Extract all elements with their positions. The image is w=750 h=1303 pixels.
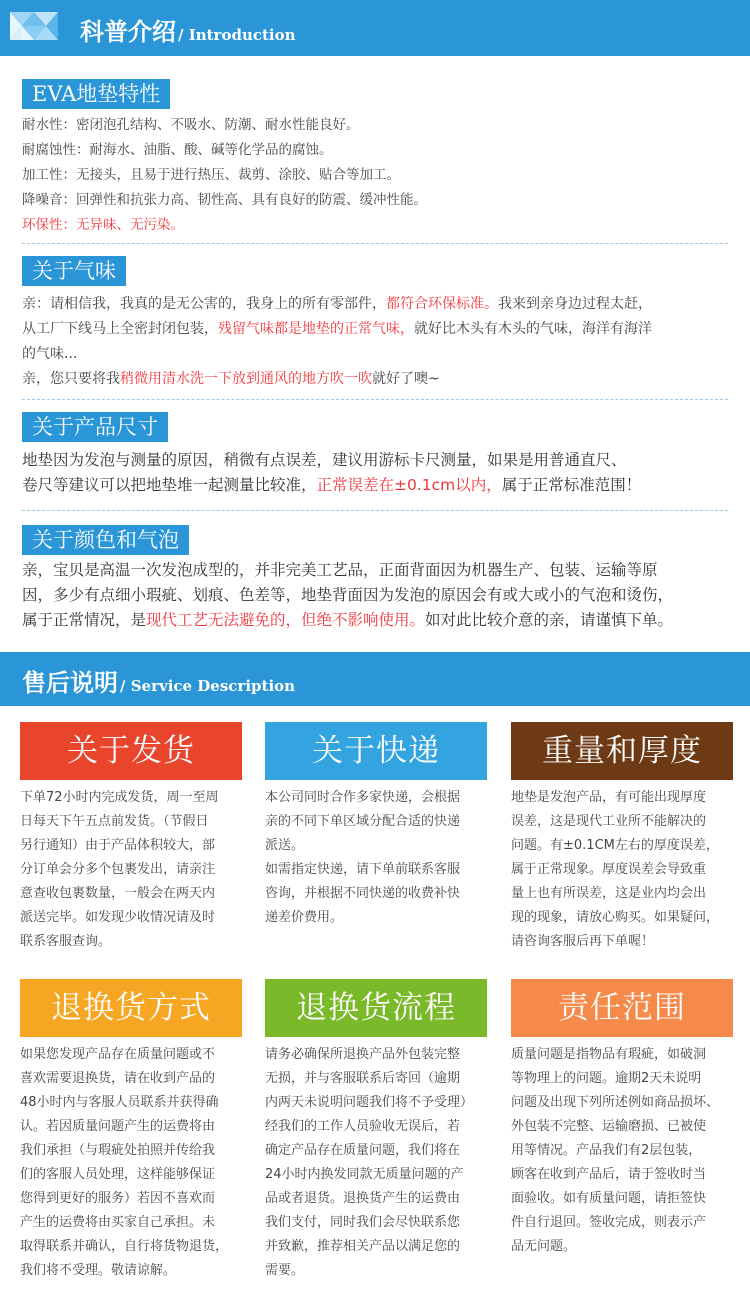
card-line: 咨询，并根据不同快递的收费补快: [265, 886, 461, 901]
card-return-process-body: [265, 1043, 491, 1283]
body-text: 我来到亲身边过程太赶，: [498, 296, 652, 312]
body-text: 因，多少有点细小瑕疵、划痕、色差等，地垫背面因为发泡的原因会有或大或小的气泡和烫伤，: [22, 586, 674, 604]
card-line: 喜欢需要退换货，请在收到产品的: [20, 1071, 216, 1086]
card-line: 件自行退回。签收完成，则表示产: [511, 1215, 707, 1230]
body-text: 加工性：无接头，且易于进行热压、裁剪、涂胶、贴合等加工。: [22, 167, 400, 183]
text-line: [22, 367, 736, 392]
body-text: 地垫因为发泡与测量的原因，稍微有点误差，建议用游标卡尺测量，如果是用普通直尺、: [22, 451, 627, 469]
card-line: 们的客服人员处理，这样能够保证: [20, 1167, 216, 1182]
card-liability-body: [511, 1043, 737, 1259]
body-text: 属于正常标准范围！: [501, 476, 642, 494]
card-line: 派送。: [265, 838, 305, 853]
card-line: 另行通知）由于产品体积较大，部: [20, 838, 216, 853]
card-line: 48小时内与客服人员联系并获得确: [20, 1095, 219, 1110]
card-line: 误差，这是现代工业所不能解决的: [511, 814, 707, 829]
highlight-text: 都符合环保标准。: [386, 296, 498, 312]
card-line: 需要。: [265, 1263, 305, 1278]
text-line: [22, 188, 736, 213]
card-line: 属于正常现象。厚度误差会导致重: [511, 862, 707, 877]
card-line: 确定产品存在质量问题，我们将在: [265, 1143, 461, 1158]
text-line: [22, 448, 736, 473]
divider: [22, 510, 728, 511]
body-text: 亲，宝贝是高温一次发泡成型的，并非完美工艺品，正面背面因为机器生产、包装、运输等原: [22, 561, 658, 579]
highlight-text: 残留气味都是地垫的正常气味，: [218, 321, 414, 337]
intro-title: 科普介绍 / Introduction: [80, 17, 296, 46]
text-line: [22, 138, 736, 163]
card-line: 如果您发现产品存在质量问题或不: [20, 1047, 216, 1062]
card-line: 下单72小时内完成发货，周一至周: [20, 790, 219, 805]
card-return-method-header: 退换货方式: [20, 979, 242, 1037]
text-line: [22, 473, 736, 498]
text-line: [22, 608, 736, 633]
card-line: 日每天下午五点前发货。（节假日: [20, 814, 209, 829]
body-text: 如对此比较介意的亲，请谨慎下单。: [425, 611, 674, 629]
highlight-text: 正常误差在±0.1cm以内，: [316, 476, 502, 494]
card-shipping-header: 关于发货: [20, 722, 242, 780]
card-line: 面验收。如有质量问题，请拒签快: [511, 1191, 707, 1206]
highlight-text: 稍微用清水洗一下放到通风的地方吹一吹: [120, 371, 372, 387]
card-line: 量上也有所误差，这是业内均会出: [511, 886, 707, 901]
card-line: 问题及出现下列所述例如商品损坏、: [511, 1095, 720, 1110]
card-line: 认。若因质量问题产生的运费将由: [20, 1119, 216, 1134]
card-line: 内两天未说明问题我们将不予受理）: [265, 1095, 474, 1110]
text-line: [22, 317, 736, 342]
card-line: 问题。有±0.1CM左右的厚度误差，: [511, 838, 719, 853]
body-text: 亲：请相信我，我真的是无公害的，我身上的所有零部件，: [22, 296, 386, 312]
highlight-text: 环保性：无异味、无污染。: [22, 217, 184, 233]
divider: [22, 399, 728, 400]
card-line: 请咨询客服后再下单喔！: [511, 934, 655, 949]
triangle-logo-icon: [8, 4, 60, 50]
card-courier-body: [265, 786, 491, 930]
body-text: 的气味...: [22, 346, 78, 362]
card-line: 请务必确保所退换产品外包装完整: [265, 1047, 461, 1062]
card-line: 地垫是发泡产品，有可能出现厚度: [511, 790, 707, 805]
card-line: 派送完毕。如发现少收情况请及时: [20, 910, 216, 925]
card-line: 我们支付，同时我们会尽快联系您: [265, 1215, 461, 1230]
card-line: 顾客在收到产品后，请于签收时当: [511, 1167, 707, 1182]
card-line: 并致歉，推荐相关产品以满足您的: [265, 1239, 461, 1254]
card-line: 意查收包裹数量，一般会在两天内: [20, 886, 216, 901]
card-line: 递差价费用。: [265, 910, 344, 925]
divider: [22, 243, 728, 244]
card-line: 品或者退货。退换货产生的运费由: [265, 1191, 461, 1206]
card-line: 如需指定快递，请下单前联系客服: [265, 862, 461, 877]
body-text: 从工厂下线马上全密封闭包装，: [22, 321, 218, 337]
text-line: [22, 113, 736, 138]
card-line: 联系客服查询。: [20, 934, 112, 949]
card-line: 24小时内换发同款无质量问题的产: [265, 1167, 464, 1182]
text-line: [22, 558, 736, 583]
card-courier-header: 关于快递: [265, 722, 487, 780]
card-line: 等物理上的问题。逾期2天未说明: [511, 1071, 702, 1086]
body-text: 降噪音：回弹性和抗张力高、韧性高、具有良好的防震、缓冲性能。: [22, 192, 427, 208]
card-shipping-body: [20, 786, 246, 954]
card-line: 现的现象，请放心购买。如果疑问，: [511, 910, 720, 925]
card-line: 质量问题是指物品有瑕疵，如破洞: [511, 1047, 707, 1062]
service-banner: [0, 652, 750, 706]
section-body-eva: [22, 113, 736, 238]
card-weight-body: [511, 786, 737, 954]
section-heading-color: 关于颜色和气泡: [22, 525, 189, 555]
text-line: [22, 163, 736, 188]
card-line: 分订单会分多个包裹发出，请亲注: [20, 862, 216, 877]
section-heading-odor: 关于气味: [22, 256, 126, 286]
body-text: 耐腐蚀性：耐海水、油脂、酸、碱等化学品的腐蚀。: [22, 142, 333, 158]
card-line: 用等情况。产品我们有2层包装，: [511, 1143, 702, 1158]
body-text: 亲，您只要将我: [22, 371, 120, 387]
card-return-method-body: [20, 1043, 246, 1283]
card-line: 我们将不受理。敬请谅解。: [20, 1263, 177, 1278]
text-line: [22, 213, 736, 238]
card-line: 产生的运费将由买家自己承担。未: [20, 1215, 216, 1230]
body-text: 耐水性：密闭泡孔结构、不吸水、防潮、耐水性能良好。: [22, 117, 360, 133]
section-body-size: [22, 448, 736, 498]
text-line: [22, 583, 736, 608]
card-line: 取得联系并确认，自行将货物退货，: [20, 1239, 229, 1254]
section-heading-size: 关于产品尺寸: [22, 412, 168, 442]
card-liability-header: 责任范围: [511, 979, 733, 1037]
card-line: 品无问题。: [511, 1239, 577, 1254]
highlight-text: 现代工艺无法避免的，但绝不影响使用。: [146, 611, 426, 629]
card-line: 亲的不同下单区域分配合适的快递: [265, 814, 461, 829]
intro-banner: [0, 0, 750, 56]
body-text: 就好比木头有木头的气味，海洋有海洋: [414, 321, 652, 337]
card-line: 无损，并与客服联系后寄回（逾期: [265, 1071, 461, 1086]
card-line: 我们承担（与瑕疵处拍照并传给我: [20, 1143, 216, 1158]
text-line: [22, 292, 736, 317]
card-return-process-header: 退换货流程: [265, 979, 487, 1037]
card-weight-header: 重量和厚度: [511, 722, 733, 780]
section-body-odor: [22, 292, 736, 392]
body-text: 属于正常情况，是: [22, 611, 147, 629]
body-text: 就好了噢~: [372, 371, 440, 387]
service-title: 售后说明 / Service Description: [22, 668, 296, 697]
body-text: 卷尺等建议可以把地垫堆一起测量比较准，: [22, 476, 317, 494]
section-body-color: [22, 558, 736, 633]
card-line: 您得到更好的服务）若因不喜欢而: [20, 1191, 216, 1206]
section-heading-eva: EVA地垫特性: [22, 79, 170, 109]
card-line: 经我们的工作人员验收无误后，若: [265, 1119, 461, 1134]
text-line: [22, 342, 736, 367]
card-line: 外包装不完整、运输磨损、已被使: [511, 1119, 707, 1134]
card-line: 本公司同时合作多家快递，会根据: [265, 790, 461, 805]
